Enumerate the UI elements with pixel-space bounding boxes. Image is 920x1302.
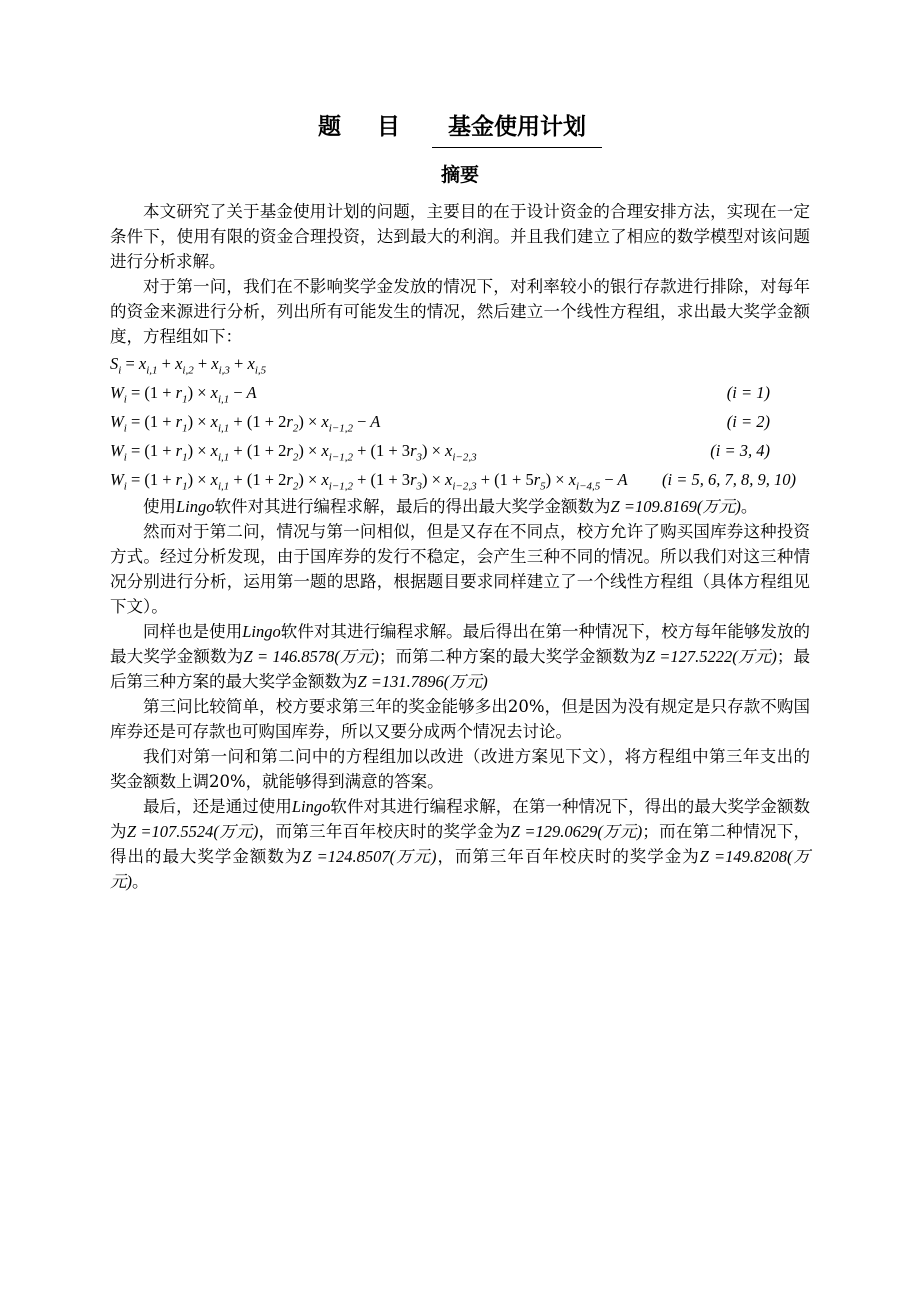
- paragraph-q3-result: 最后，还是通过使用Lingo软件对其进行编程求解，在第一种情况下，得出的最大奖学金额数为Z =107.5524(万元)，而第三年百年校庆时的奖学金为Z =129.0629(万元)；而在第二种情况下，得出的最大奖学金额数为Z =124.8507(万元)，而第三年百年校庆时的奖学金为Z =149.8208(万元)。: [110, 797, 811, 891]
- paragraph-q1: 对于第一问，我们在不影响奖学金发放的情况下，对利率较小的银行存款进行排除，对每年的资金来源进行分析，列出所有可能发生的情况，然后建立一个线性方程组，求出最大奖学金额度，方程组如下：: [110, 277, 810, 346]
- result-value: Z =149.8208(万元): [110, 847, 811, 891]
- paragraph-q1-result: 使用Lingo软件对其进行编程求解，最后的得出最大奖学金额数为Z =109.8169(万元)。: [143, 497, 758, 516]
- equation-condition: (i = 3, 4): [710, 441, 770, 460]
- result-value: Z =131.7896(万元): [357, 672, 488, 691]
- equation-w-4: $W_i = (1 + r_1) \times x_{i,1} + (1 + 2r_2) \times x_{i-1,2} + (1 + 3r_3) \times x_{i-2,3} + (1 + 5r_5) \times x_{i-4,5} - A$ (i = 5, 6, 7, 8, 9, 10): [110, 465, 810, 494]
- result-value: Z =124.8507(万元): [302, 847, 437, 866]
- software-name: Lingo: [242, 622, 281, 641]
- page-title: 基金使用计划: [432, 108, 602, 148]
- result-value: Z =129.0629(万元): [510, 822, 643, 841]
- paragraph-q3: 第三问比较简单，校方要求第三年的奖金能够多出20%，但是因为没有规定是只存款不购国库券还是可存款也可购国库券，所以又要分成两个情况去讨论。: [110, 697, 810, 741]
- title-row: [0, 108, 920, 148]
- equation-condition: (i = 2): [726, 412, 770, 431]
- equation-w-1: $W_i = (1 + r_1) \times x_{i,1} - A$ (i = 1): [110, 378, 810, 407]
- result-value: Z =109.8169(万元): [610, 497, 741, 516]
- paragraph-q3-method: 我们对第一问和第二问中的方程组加以改进（改进方案见下文），将方程组中第三年支出的奖金额数上调20%，就能够得到满意的答案。: [110, 747, 810, 791]
- title-label: 题 目: [317, 114, 414, 140]
- equation-s: $S_i = x_{i,1} + x_{i,2} + x_{i,3} + x_{i,5}$: [110, 354, 267, 377]
- result-value: Z =107.5524(万元): [126, 822, 259, 841]
- paragraph-q2: 然而对于第二问，情况与第一问相似，但是又存在不同点，校方允许了购买国库券这种投资方式。经过分析发现，由于国库券的发行不稳定，会产生三种不同的情况。所以我们对这三种情况分别进行分析，运用第一题的思路，根据题目要求同样建立了一个线性方程组（具体方程组见下文）。: [110, 522, 810, 616]
- equation-condition: (i = 5, 6, 7, 8, 9, 10): [662, 470, 796, 489]
- equation-w-2: $W_i = (1 + r_1) \times x_{i,1} + (1 + 2r_2) \times x_{i-1,2} - A$ (i = 2): [110, 407, 810, 436]
- paragraph-q2-result: 同样也是使用Lingo软件对其进行编程求解。最后得出在第一种情况下，校方每年能够发放的最大奖学金额数为Z = 146.8578(万元)；而第二种方案的最大奖学金额数为Z =127.5222(万元)；最后第三种方案的最大奖学金额数为Z =131.7896(万元): [110, 622, 811, 691]
- result-value: Z =127.5222(万元): [645, 647, 777, 666]
- software-name: Lingo: [291, 797, 331, 816]
- paragraph-intro: 本文研究了关于基金使用计划的问题，主要目的在于设计资金的合理安排方法，实现在一定条件下，使用有限的资金合理投资，达到最大的利润。并且我们建立了相应的数学模型对该问题进行分析求解。: [110, 202, 810, 271]
- equation-w-3: $W_i = (1 + r_1) \times x_{i,1} + (1 + 2r_2) \times x_{i-1,2} + (1 + 3r_3) \times x_{i-2,3}$ (i = 3, 4): [110, 436, 810, 465]
- result-value: Z = 146.8578(万元): [243, 647, 379, 666]
- abstract-heading: 摘要: [440, 164, 479, 186]
- software-name: Lingo: [176, 497, 215, 516]
- equation-condition: (i = 1): [726, 383, 770, 402]
- abstract-body: [110, 199, 810, 894]
- equation-block: [110, 349, 810, 494]
